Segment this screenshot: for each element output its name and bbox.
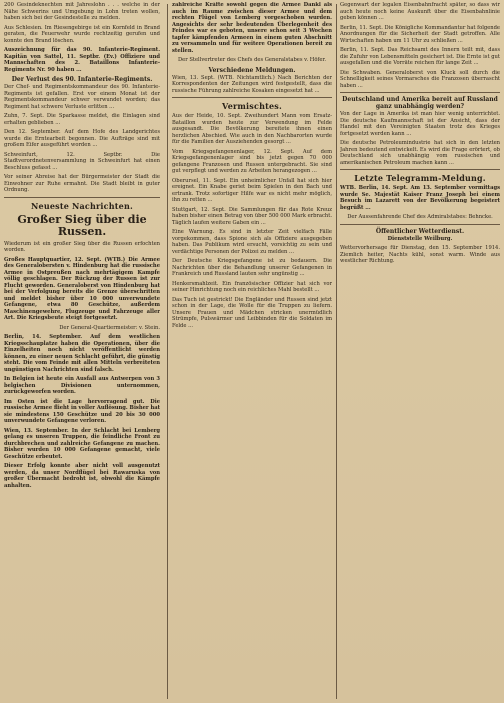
article-paragraph: Auszeichnung für das 90. Infanterie-Regiment. Kapitän von Sattel, 11. Septbr. (Ev.) Offiziere und Mannschaften des 2. Bataillons Infanterie-Regiments Nr. 90 haben ... <box>4 47 160 73</box>
article-paragraph: Von der Lage in Amerika ist man hier wenig unterrichtet. Die deutsche Kaufmannschaft ist der Ansicht, dass der Handel mit den Vereinigten Staaten trotz des Krieges fortgesetzt werden kann ... <box>340 111 500 137</box>
article-paragraph: Großes Hauptquartier, 12. Sept. (WTB.) Die Armee des Generalobersten v. Hindenburg hat die russische Armee in Ostpreußen nach mehrtägigem Kampfe völlig geschlagen. Der Rückzug der Russen ist zur Flucht geworden. Generaloberst von Hindenburg hat bei der Verfolgung bereits die Grenze überschritten und meldet bisher über 10 000 unverwundete Gefangene, etwa 80 Geschütze, außerdem Maschinengewehre, Flugzeuge und Fahrzeuge aller Art. Die Kriegsbeute steigt fortgesetzt. <box>4 256 160 321</box>
article-paragraph: In Belgien ist heute ein Ausfall aus Antwerpen von 3 belgischen Divisionen unternommen, zurückgeworfen worden. <box>4 376 160 395</box>
article-paragraph: Im Osten ist die Lage hervorragend gut. Die russische Armee flieht in voller Auflösung. Bisher hat sie mindestens 150 Geschütze und 20 bis 30 000 unverwundete Gefangene verloren. <box>4 398 160 424</box>
article-paragraph: Berlin, 11. Sept. Das Reichsamt des Innern teilt mit, dass die Zufuhr von Lebensmitteln gesichert ist. Die Ernte ist gut ausgefallen und die Vorräte reichen für lange Zeit ... <box>340 47 500 66</box>
article-paragraph: Aus der Heide, 10. Sept. Zweihundert Mann vom Ersatz-Bataillon wurden heute zur Verwendung im Felde ausgesandt. Die Bevölkerung bereitete ihnen einen herzlichen Abschied. Wie auch in den Nachbarorten wurde für die Familien der Ausziehenden gesorgt ... <box>172 113 332 145</box>
article-paragraph: Wettervorhersage für Dienstag, den 15. September 1914. Ziemlich heiter, Nachts kühl, sonst warm. Winde aus westlicher Richtung. <box>340 245 500 264</box>
article-paragraph: Wiederum ist ein großer Sieg über die Russen erfochten worden. <box>4 240 160 253</box>
divider <box>340 92 500 93</box>
divider <box>340 224 500 225</box>
article-paragraph: Den 12. September. Auf dem Hofe des Landgerichtes wurde die Erntearbeit begonnen. Die Aufträge sind mit großem Eifer ausgeführt worden ... <box>4 129 160 148</box>
article-paragraph: Die deutsche Petroleumindustrie hat sich in den letzten Jahren bedeutend entwickelt. Es wird die Frage erörtert, ob Deutschland sich unabhängig vom russischen und amerikanischen Petroleum machen kann ... <box>340 140 500 166</box>
article-paragraph: Berlin, 11. Sept. Die Königliche Kommandantur hat folgende Anordnungen für die Sicherheit der Stadt getroffen. Alle Wirtschaften haben um 11 Uhr zu schließen ... <box>340 24 500 44</box>
article-paragraph: Dieser Erfolg konnte aber nicht voll ausgenutzt werden, da unser Nordflügel bei Rawaruska von großer Übermacht bedroht ist, obwohl die Kämpfe anhalten. <box>4 463 160 489</box>
article-paragraph: Die Schwaben. Generaloberst von Kluck soll durch die Schnelligkeit seines Vormarsches die Franzosen überrascht haben ... <box>340 69 500 89</box>
article-paragraph: zahlreiche Kräfte sowohl gegen die Armee Dankl als auch im Raume zwischen dieser Armee und dem rechten Flügel von Lemberg vorgeschoben wurden. Angesichts der sehr bedeutenden Überlegenheit des Feindes war es geboten, unsere schon seit 3 Wochen tapfer kämpfenden Armeen in einem guten Abschnitt zu versammeln und für weitere Operationen bereit zu stellen. <box>172 2 332 54</box>
column-3 <box>340 2 500 701</box>
article-paragraph: 200 Gesindeknechten mit Jahreslohn . . . welche in der Nähe Schwerins und Umgebung in Lohn treten wollen, haben sich bei der Gesindestelle zu melden. <box>4 2 160 21</box>
section-heading: Neueste Nachrichten. <box>31 200 133 211</box>
article-paragraph: WTB. Berlin, 14. Sept. Am 13. September vormittags wurde Se. Majestät Kaiser Franz Joseph bei einem Besuch im Lazarett von der Bevölkerung begeistert begrüßt ... <box>340 185 500 211</box>
article-paragraph: Vom Kriegsgefangenenlager, 12. Sept. Auf dem Kriegsgefangenenlager sind bis jetzt gegen 70 000 gefangene Franzosen und Russen untergebracht. Sie sind gut verpflegt und werden zu Arbeiten herangezogen ... <box>172 148 332 174</box>
article-paragraph: Der Chef- und Regimentskommandeur des 90. Infanterie-Regiments ist gefallen. Erst vor einem Monat ist der Regimentskommandeur schwer verwundet worden; das Regiment hat schwere Verluste erlitten ... <box>4 84 160 110</box>
article-signature: Der General-Quartiermeister: v. Stein. <box>59 324 160 331</box>
column-rule <box>167 4 168 699</box>
column-1 <box>4 2 160 701</box>
article-paragraph: Der Deutsche Kriegsgefangene ist zu bedauern. Die Nachrichten über die Behandlung unserer Gefangenen in Frankreich und Russland lauten sehr ungünstig ... <box>172 258 332 277</box>
column-2 <box>172 2 332 701</box>
article-paragraph: Zuhn, 7. Sept. Die Sparkasse meldet, die Einlagen sind erhalten geblieben ... <box>4 113 160 126</box>
article-heading: Verschiedene Meldungen. <box>208 66 296 74</box>
article-paragraph: Aus Schlesien. Im Riesengebirge ist ein Kornfeld in Brand geraten, die Feuerwehr wurde rechtzeitig gerufen und konnte den Brand löschen. <box>4 24 160 44</box>
article-paragraph: Schweinfurt, 12. Septbr. Die Stadtverordnetenversammlung in Schweinfurt hat einen Beschluss gefasst ... <box>4 151 160 171</box>
article-subheading: Dienststelle Weilburg. <box>387 235 453 242</box>
article-signature: Der Aussenfahrende Chef des Admiralstabes: Behncke. <box>347 214 493 220</box>
divider <box>4 197 160 198</box>
column-rule <box>336 4 337 699</box>
article-heading: Der Verlust des 90. Infanterie-Regiments. <box>11 76 153 83</box>
article-paragraph: Oberursel, 11. Sept. Ein unheimlicher Unfall hat sich hier ereignet. Ein Knabe geriet beim Spielen in den Bach und ertrank. Trotz sofortiger Hilfe war es nicht mehr möglich, ihn zu retten ... <box>172 177 332 203</box>
divider <box>340 169 500 170</box>
divider <box>172 97 332 98</box>
article-paragraph: Wien, 13. Sept. (WTB. Nichtamtlich.) Nach Berichten der Korrespondenten der Zeitungen wird festgestellt, dass die russische Führung zahlreiche Kosaken eingesetzt hat ... <box>172 74 332 94</box>
article-paragraph: Vor seiner Abreise hat der Bürgermeister der Stadt die Einwohner zur Ruhe ermahnt. Die Stadt bleibt in guter Ordnung. <box>4 174 160 193</box>
article-paragraph: Henkersmahlzeit. Ein französischer Offizier hat sich vor seiner Hinrichtung noch ein reichliches Mahl bestellt ... <box>172 280 332 293</box>
article-paragraph: Wien, 13. September. In der Schlacht bei Lemberg gelang es unseren Truppen, die feindliche Front zu durchbrechen und zahlreiche Gefangene zu machen. Bisher wurden 10 000 Gefangene gemacht, viele Geschütze erbeutet. <box>4 427 160 460</box>
article-paragraph: Stuttgart, 12. Sept. Die Sammlungen für das Rote Kreuz haben bisher einen Betrag von über 500 000 Mark erbracht. Täglich laufen weitere Gaben ein ... <box>172 206 332 226</box>
article-signature: Der Stellvertreter des Chefs des Generalstabes v. Höfer. <box>177 57 326 63</box>
article-paragraph: Das Tuch ist gestrickt! Die Engländer und Russen sind jetzt schon in der Lage, die Wolle für die Truppen zu liefern. Unsere Frauen und Mädchen stricken unermüdlich Strümpfe, Pulswärmer und Leibbinden für die Soldaten im Felde ... <box>172 296 332 329</box>
article-paragraph: Berlin, 14. September. Auf dem westlichen Kriegsschauplatze haben die Operationen, über die Einzelheiten noch nicht veröffentlicht werden können, zu einer neuen Schlacht geführt, die günstig steht. Die vom Feinde mit allen Mitteln verbreiteten ungünstigen Nachrichten sind falsch. <box>4 334 160 373</box>
article-paragraph: Eine Warnung. Es sind in letzter Zeit vielfach Fälle vorgekommen, dass Spione sich als Offiziere ausgegeben haben. Das Publikum wird ersucht, vorsichtig zu sein und verdächtige Personen der Polizei zu melden ... <box>172 229 332 255</box>
section-heading: Letzte Telegramm-Meldung. <box>354 173 486 183</box>
article-paragraph: Gegenwart der legalen Eisenbahnfracht später, so dass wir auch heute noch keine Auskunft über die Eisenbahnlinie geben können ... <box>340 2 500 21</box>
headline: Großer Sieg über die Russen. <box>17 212 147 238</box>
article-heading: Deutschland und Amerika bereit auf Russland ganz unabhängig werden? <box>342 96 498 110</box>
section-heading: Vermischtes. <box>222 101 282 111</box>
article-heading: Öffentlicher Wetterdienst. <box>375 227 465 235</box>
